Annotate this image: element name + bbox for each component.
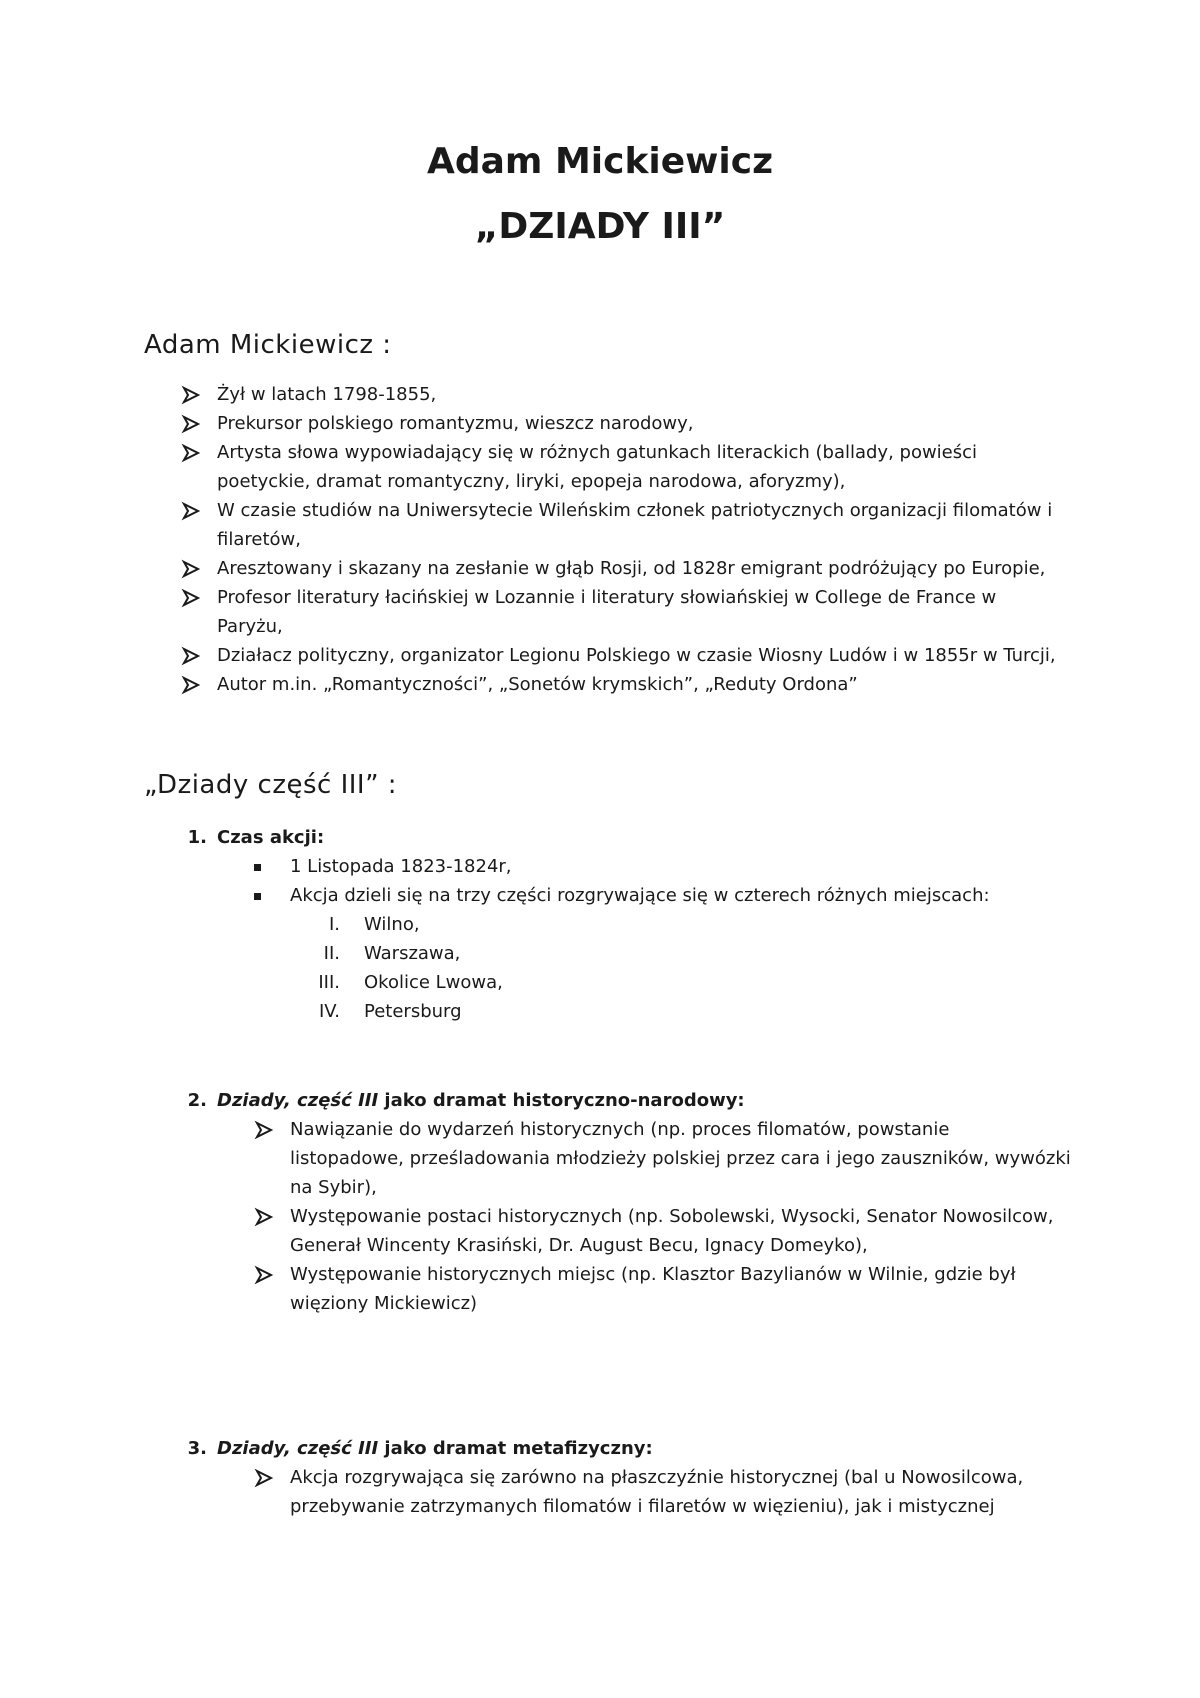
historical-drama-list [290,1115,1071,1318]
numbered-heading [187,1086,745,1115]
list-item [217,496,1056,525]
numbered-heading-text: jako dramat metafizyczny: [378,1438,653,1459]
work-title-italic: Dziady, część III [217,1090,379,1111]
square-bullet-icon [254,864,261,871]
arrowhead-bullet-icon [181,670,203,699]
arrowhead-bullet-icon [181,438,203,467]
numbered-heading [187,823,325,852]
list-item-text: Działacz polityczny, organizator Legionu Polskiego w czasie Wiosny Ludów i w 1855r w Turcji, [217,645,1056,666]
work-title-italic: Dziady, część III [217,1438,379,1459]
list-item-text: Warszawa, [364,943,461,964]
list-item-text: listopadowe, prześladowania młodzieży polskiej przez cara i jego zauszników, wywózki [290,1148,1071,1169]
arrowhead-bullet-icon [254,1260,276,1289]
list-item-text: filaretów, [217,529,301,550]
arrowhead-bullet-icon [181,409,203,438]
list-item-continuation [217,525,1056,554]
list-item-text: Akcja rozgrywająca się zarówno na płaszczyźnie historycznej (bal u Nowosilcowa, [290,1467,1024,1488]
document-subtitle: „DZIADY III” [474,206,726,247]
list-number: 3. [187,1438,207,1459]
list-item-continuation [217,612,1056,641]
list-item-text: W czasie studiów na Uniwersytecie Wileńskim członek patriotycznych organizacji filomatów i [217,500,1053,521]
list-item-continuation [290,1231,1071,1260]
arrowhead-bullet-icon [181,496,203,525]
list-item [290,881,990,910]
list-item-text: Okolice Lwowa, [364,972,503,993]
list-item [217,409,1056,438]
numbered-heading-text: jako dramat historyczno-narodowy: [378,1090,745,1111]
list-item-text: poetyckie, dramat romantyczny, liryki, epopeja narodowa, aforyzmy), [217,471,846,492]
list-item-text: więziony Mickiewicz) [290,1293,478,1314]
list-item [318,997,503,1026]
list-item-text: Nawiązanie do wydarzeń historycznych (np. proces filomatów, powstanie [290,1119,950,1140]
list-item-continuation [290,1144,1071,1173]
section-heading-author: Adam Mickiewicz : [144,330,392,360]
roman-numeral: III. [318,972,340,993]
time-action-bullets [290,852,990,910]
list-item-text: 1 Listopada 1823-1824r, [290,856,512,877]
list-item [217,438,1056,467]
list-item [328,910,503,939]
arrowhead-bullet-icon [254,1115,276,1144]
list-item-continuation [290,1492,1023,1521]
arrowhead-bullet-icon [254,1202,276,1231]
list-item-text: Prekursor polskiego romantyzmu, wieszcz narodowy, [217,413,694,434]
list-item-text: Aresztowany i skazany na zesłanie w głąb Rosji, od 1828r emigrant podróżujący po Europie, [217,558,1046,579]
list-item [290,852,990,881]
numbered-heading-text: Czas akcji: [217,827,325,848]
list-item-text: Akcja dzieli się na trzy części rozgrywające się w czterech różnych miejscach: [290,885,990,906]
roman-numeral: II. [323,943,340,964]
list-number: 2. [187,1090,207,1111]
point-dramat-metafizyczny [187,1434,653,1463]
list-item-text: Profesor literatury łacińskiej w Lozannie i literatury słowiańskiej w College de France w [217,587,997,608]
roman-numeral: I. [328,914,340,935]
list-item-text: Paryżu, [217,616,283,637]
list-item [290,1115,1071,1144]
list-item [217,641,1056,670]
list-item [217,380,1056,409]
list-item-continuation [217,467,1056,496]
arrowhead-bullet-icon [181,554,203,583]
list-item-text: Petersburg [364,1001,462,1022]
list-item-text: Występowanie postaci historycznych (np. Sobolewski, Wysocki, Senator Nowosilcow, [290,1206,1054,1227]
list-item [217,583,1056,612]
numbered-heading [187,1434,653,1463]
list-item [217,670,1056,699]
places-list [318,910,503,1026]
roman-numeral: IV. [318,1001,340,1022]
list-item-text: Autor m.in. „Romantyczności”, „Sonetów krymskich”, „Reduty Ordona” [217,674,858,695]
section-heading-dziady: „Dziady część III” : [144,770,398,800]
arrowhead-bullet-icon [181,641,203,670]
list-number: 1. [187,827,207,848]
list-item-continuation [290,1173,1071,1202]
list-item-text: Artysta słowa wypowiadający się w różnych gatunkach literackich (ballady, powieści [217,442,978,463]
metaphysical-drama-list [290,1463,1023,1521]
arrowhead-bullet-icon [181,380,203,409]
list-item [217,554,1056,583]
list-item [290,1202,1071,1231]
arrowhead-bullet-icon [181,583,203,612]
list-item-text: przebywanie zatrzymanych filomatów i filaretów w więzieniu), jak i mistycznej [290,1496,995,1517]
author-facts-list [217,380,1056,699]
list-item-text: Żył w latach 1798-1855, [217,384,437,405]
document-title: Adam Mickiewicz [426,141,774,182]
list-item [318,968,503,997]
list-item-text: Generał Wincenty Krasiński, Dr. August Becu, Ignacy Domeyko), [290,1235,868,1256]
point-dramat-historyczny [187,1086,745,1115]
point-czas-akcji [187,823,325,852]
square-bullet-icon [254,893,261,900]
list-item [290,1260,1071,1289]
arrowhead-bullet-icon [254,1463,276,1492]
list-item-text: Występowanie historycznych miejsc (np. Klasztor Bazylianów w Wilnie, gdzie był [290,1264,1016,1285]
list-item [323,939,503,968]
list-item-text: Wilno, [364,914,420,935]
list-item-text: na Sybir), [290,1177,377,1198]
list-item [290,1463,1023,1492]
list-item-continuation [290,1289,1071,1318]
